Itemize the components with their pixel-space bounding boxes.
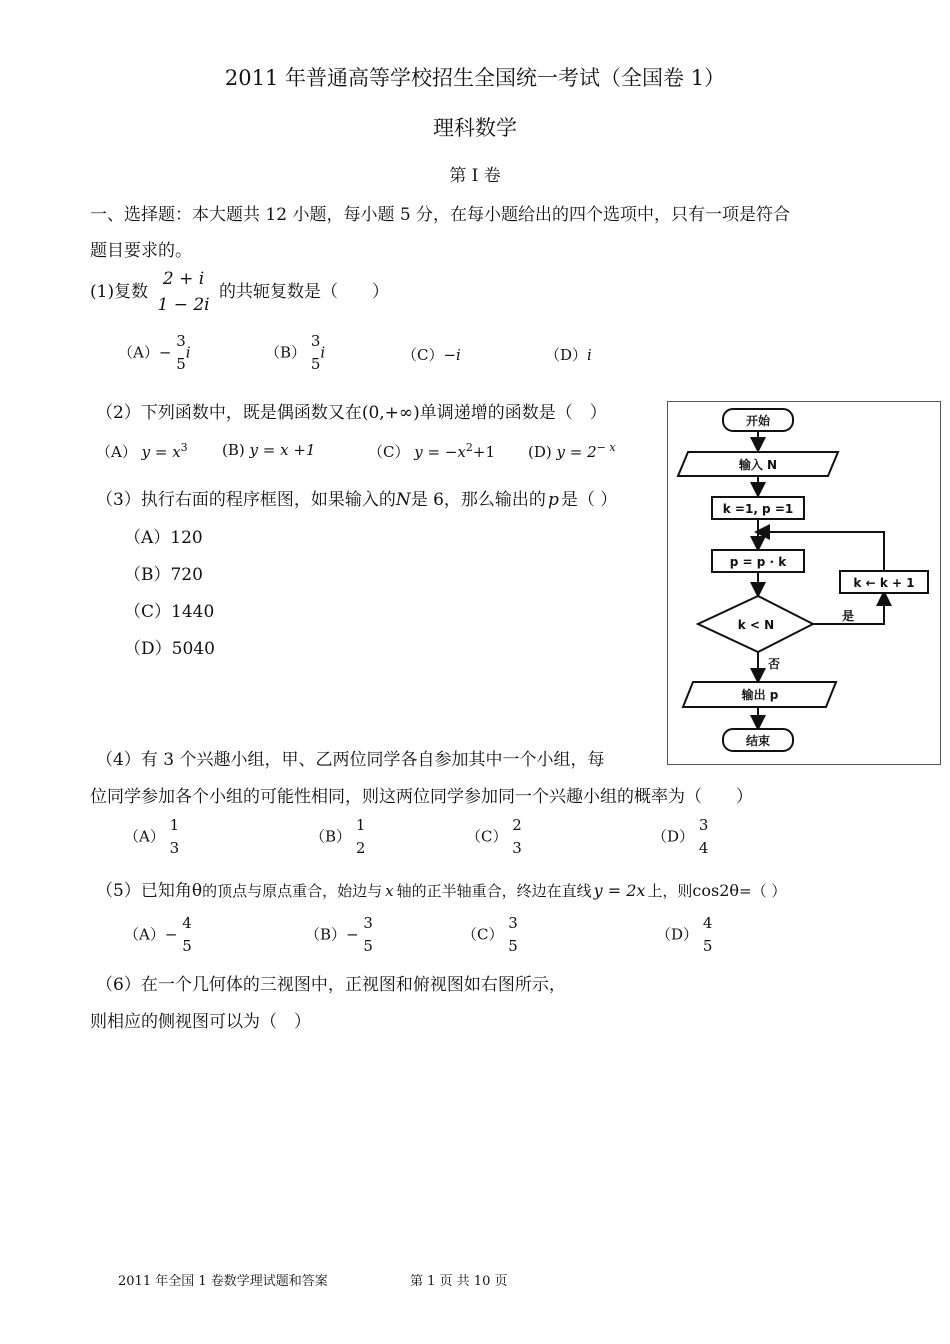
flow-no-label: 否 [767, 657, 781, 671]
exponent: 3 [180, 441, 188, 454]
fraction [170, 814, 180, 861]
q1-option-c [402, 344, 461, 365]
numerator: 4 [702, 914, 713, 932]
question-4-line2: 位同学参加各个小组的可能性相同，则这两位同学参加同一个兴趣小组的概率为（ ） [90, 787, 753, 807]
exponent: − x [596, 441, 616, 454]
q5-stem-part: 上，则 [647, 882, 693, 900]
q1-option-b [265, 330, 325, 377]
denominator: 5 [310, 355, 321, 374]
denominator: 5 [182, 937, 192, 956]
flow-increment-text: k ← k + 1 [853, 576, 915, 590]
option-value: i [587, 346, 592, 364]
option-label: （B） [310, 827, 352, 846]
q3-option-d: （D）5040 [124, 639, 215, 659]
exam-title: 2011 年普通高等学校招生全国统一考试（全国卷 1） [224, 66, 726, 90]
option-label: （C） [368, 443, 410, 461]
numerator: 3 [698, 816, 709, 834]
q4-option-c [466, 814, 522, 861]
option-label: (D) [528, 443, 552, 461]
q3-var-n: N [395, 490, 411, 510]
numerator: 3 [310, 332, 321, 350]
question-6-line1: （6）在一个几何体的三视图中，正视图和俯视图如右图所示， [96, 975, 566, 995]
numerator: 3 [508, 914, 518, 932]
minus-sign: − [164, 925, 178, 944]
question-6-line2: 则相应的侧视图可以为（ ） [90, 1012, 311, 1032]
q5-stem-part: 轴的正半轴重合，终边在直线 [396, 882, 592, 900]
q5-option-a [124, 912, 192, 959]
flow-yes-label: 是 [841, 609, 855, 623]
minus-sign: − [346, 925, 359, 944]
fraction [356, 814, 366, 861]
q1-fraction [158, 266, 210, 319]
denominator: 5 [508, 937, 518, 956]
option-value: y = x +1 [249, 441, 316, 459]
q2-option-d [528, 441, 616, 461]
option-label: （D） [656, 925, 699, 944]
flowchart-svg [668, 402, 940, 764]
option-value: y = x [141, 443, 181, 461]
numerator: 2 [512, 816, 522, 834]
option-tail: +1 [472, 443, 495, 461]
denominator: 2 [355, 839, 366, 858]
volume-label: 第 I 卷 [449, 166, 501, 186]
q1-suffix: 的共轭复数是（ ） [219, 281, 390, 302]
denominator: 3 [512, 839, 522, 858]
option-label: （A） [124, 827, 165, 846]
denominator: 4 [698, 839, 709, 858]
line-equation: y = 2x [593, 881, 646, 900]
flow-output-text: 输出 p [741, 688, 779, 702]
q1-option-d [545, 344, 592, 365]
fraction [182, 912, 192, 959]
option-value: −i [443, 346, 461, 364]
numerator: 3 [176, 332, 186, 350]
option-label: （A） [118, 343, 159, 362]
q3-var-p: p [547, 490, 559, 510]
numerator: 3 [363, 914, 373, 932]
flowchart-figure [667, 401, 941, 765]
q3-stem-part: 是 6，那么输出的 [410, 490, 546, 510]
q5-stem-part: 的顶点与原点重合，始边与 [202, 882, 383, 900]
q1-numerator: 2 + i [162, 269, 205, 289]
flow-input-text: 输入 N [738, 458, 778, 472]
numerator: 1 [355, 816, 366, 834]
variable: i [320, 343, 326, 362]
q1-option-a [118, 330, 191, 377]
numerator: 1 [169, 816, 180, 834]
denominator: 5 [363, 937, 373, 956]
option-label: （C） [462, 925, 504, 944]
cos-expression: cos2θ [692, 881, 740, 900]
q1-denominator: 1 − 2i [157, 295, 210, 316]
q3-stem-part: （3）执行右面的程序框图，如果输入的 [96, 490, 396, 510]
q5-option-b [305, 912, 373, 959]
flow-calc-text: p = p · k [729, 555, 787, 569]
fraction [508, 912, 518, 959]
q2-option-a [96, 441, 188, 462]
flow-init-text: k =1, p =1 [722, 502, 794, 516]
q5-option-d [656, 912, 712, 959]
denominator: 3 [169, 839, 180, 858]
option-label: （A） [96, 443, 137, 461]
option-label: （D） [652, 827, 695, 846]
q5-option-c [462, 912, 518, 959]
fraction [176, 330, 186, 377]
option-value: y = 2 [556, 443, 597, 461]
fraction [512, 814, 522, 861]
fraction [363, 912, 373, 959]
q4-option-d [652, 814, 708, 861]
fraction [311, 330, 321, 377]
q2-option-c [368, 441, 495, 462]
q3-option-b: （B）720 [124, 565, 203, 585]
numerator: 4 [182, 914, 192, 932]
q2-option-b [222, 441, 315, 459]
option-label: （D） [545, 346, 588, 364]
exam-subtitle: 理科数学 [433, 116, 517, 140]
q3-option-c: （C）1440 [124, 602, 215, 622]
denominator: 5 [702, 937, 713, 956]
footer-page-number: 第 1 页 共 10 页 [410, 1274, 508, 1289]
option-label: （C） [402, 346, 444, 364]
q5-stem-part: （5）已知角 [96, 881, 192, 901]
question-3-stem [96, 485, 617, 510]
theta-symbol: θ [191, 881, 203, 901]
section-intro-line1: 一、选择题：本大题共 12 小题，每小题 5 分，在每小题给出的四个选项中，只有一项是符合 [90, 205, 791, 225]
q1-prefix: (1)复数 [90, 281, 149, 302]
q5-stem-part: =（ ） [739, 882, 787, 900]
option-label: (B) [222, 441, 245, 459]
fraction [699, 814, 709, 861]
section-intro-line2: 题目要求的。 [90, 241, 192, 261]
question-5-stem [96, 876, 786, 901]
x-variable: x [385, 882, 394, 900]
q3-option-a: （A）120 [124, 528, 203, 548]
q3-stem-part: 是（ ） [560, 490, 618, 510]
option-label: （B） [305, 925, 347, 944]
option-value: y = −x [414, 443, 466, 461]
flow-start-text: 开始 [745, 414, 771, 428]
question-4-line1: （4）有 3 个兴趣小组，甲、乙两位同学各自参加其中一个小组，每 [96, 750, 605, 770]
option-label: （B） [265, 343, 307, 362]
denominator: 5 [176, 355, 186, 374]
option-label: （A） [124, 925, 165, 944]
flow-decision-text: k < N [737, 618, 775, 632]
exponent: 2 [465, 441, 473, 454]
q4-option-b [310, 814, 365, 861]
variable: i [185, 343, 191, 362]
minus-sign: − [158, 343, 172, 362]
flow-end-text: 结束 [745, 734, 771, 748]
fraction [703, 912, 713, 959]
question-2-stem: （2）下列函数中，既是偶函数又在(0,+∞)单调递增的函数是（ ） [96, 403, 607, 423]
q4-option-a [124, 814, 179, 861]
question-1-stem [90, 266, 389, 319]
footer-doc-title: 2011 年全国 1 卷数学理试题和答案 [118, 1274, 328, 1289]
option-label: （C） [466, 827, 508, 846]
